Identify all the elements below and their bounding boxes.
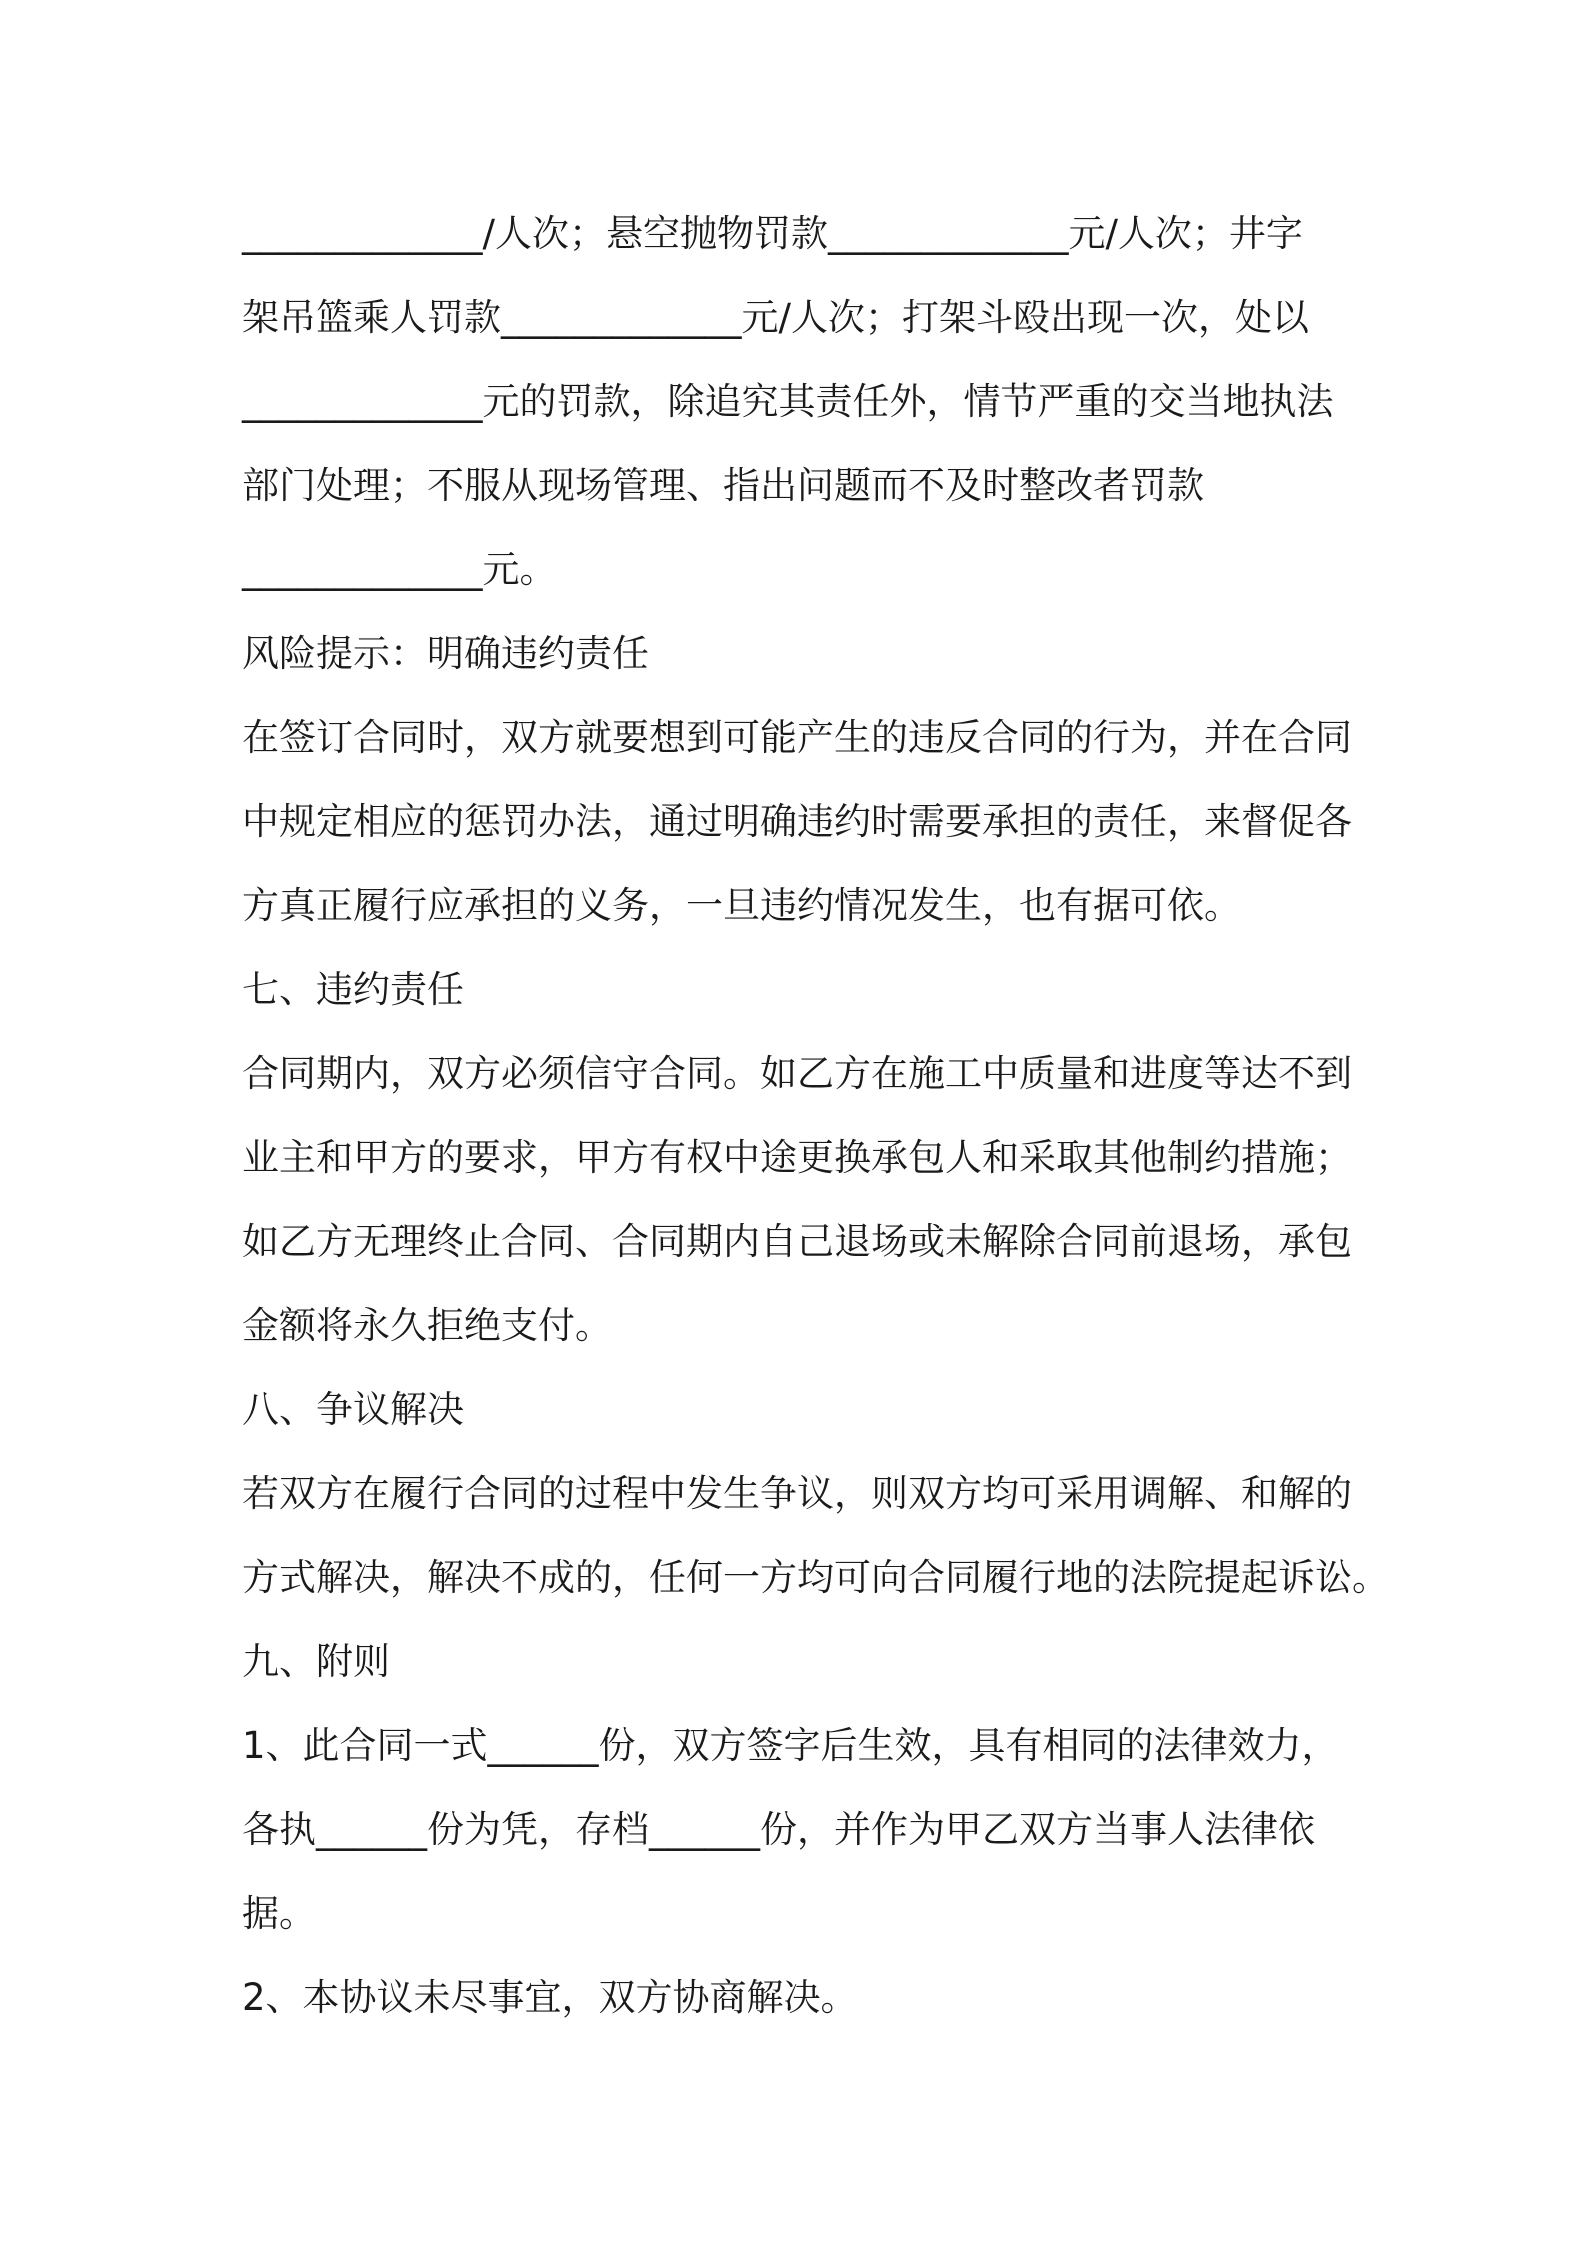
text-line: 2、本协议未尽事宜，双方协商解决。: [242, 1976, 858, 2019]
text-line: 部门处理；不服从现场管理、指出问题而不及时整改者罚款: [242, 464, 1204, 507]
text-line: 中规定相应的惩罚办法，通过明确违约时需要承担的责任，来督促各: [242, 800, 1352, 843]
text-line: 据。: [242, 1892, 316, 1935]
text-line: 在签订合同时，双方就要想到可能产生的违反合同的行为，并在合同: [242, 716, 1352, 759]
text-line: _____________元。: [242, 548, 557, 591]
text-line: 方真正履行应承担的义务，一旦违约情况发生，也有据可依。: [242, 884, 1241, 927]
text-line: 各执______份为凭，存档______份，并作为甲乙双方当事人法律依: [242, 1808, 1315, 1851]
text-line: 1、此合同一式______份，双方签字后生效，具有相同的法律效力，: [242, 1724, 1339, 1767]
document-body: [242, 192, 1389, 2040]
text-line: 合同期内，双方必须信守合同。如乙方在施工中质量和进度等达不到: [242, 1052, 1352, 1095]
text-line: 金额将永久拒绝支付。: [242, 1304, 612, 1347]
section-heading-dispute: 八、争议解决: [242, 1388, 464, 1431]
text-line: 业主和甲方的要求，甲方有权中途更换承包人和采取其他制约措施；: [242, 1136, 1352, 1179]
section-heading-breach: 七、违约责任: [242, 968, 464, 1011]
text-line: _____________/人次；悬空抛物罚款_____________元/人次；井字: [242, 212, 1303, 255]
text-line: 架吊篮乘人罚款_____________元/人次；打架斗殴出现一次，处以: [242, 296, 1309, 339]
text-line: 方式解决，解决不成的，任何一方均可向合同履行地的法院提起诉讼。: [242, 1556, 1389, 1599]
text-line: _____________元的罚款，除追究其责任外，情节严重的交当地执法: [242, 380, 1334, 423]
section-heading-supplementary: 九、附则: [242, 1640, 390, 1683]
risk-tip-heading: 风险提示：明确违约责任: [242, 632, 649, 675]
text-line: 如乙方无理终止合同、合同期内自己退场或未解除合同前退场，承包: [242, 1220, 1352, 1263]
text-line: 若双方在履行合同的过程中发生争议，则双方均可采用调解、和解的: [242, 1472, 1352, 1515]
